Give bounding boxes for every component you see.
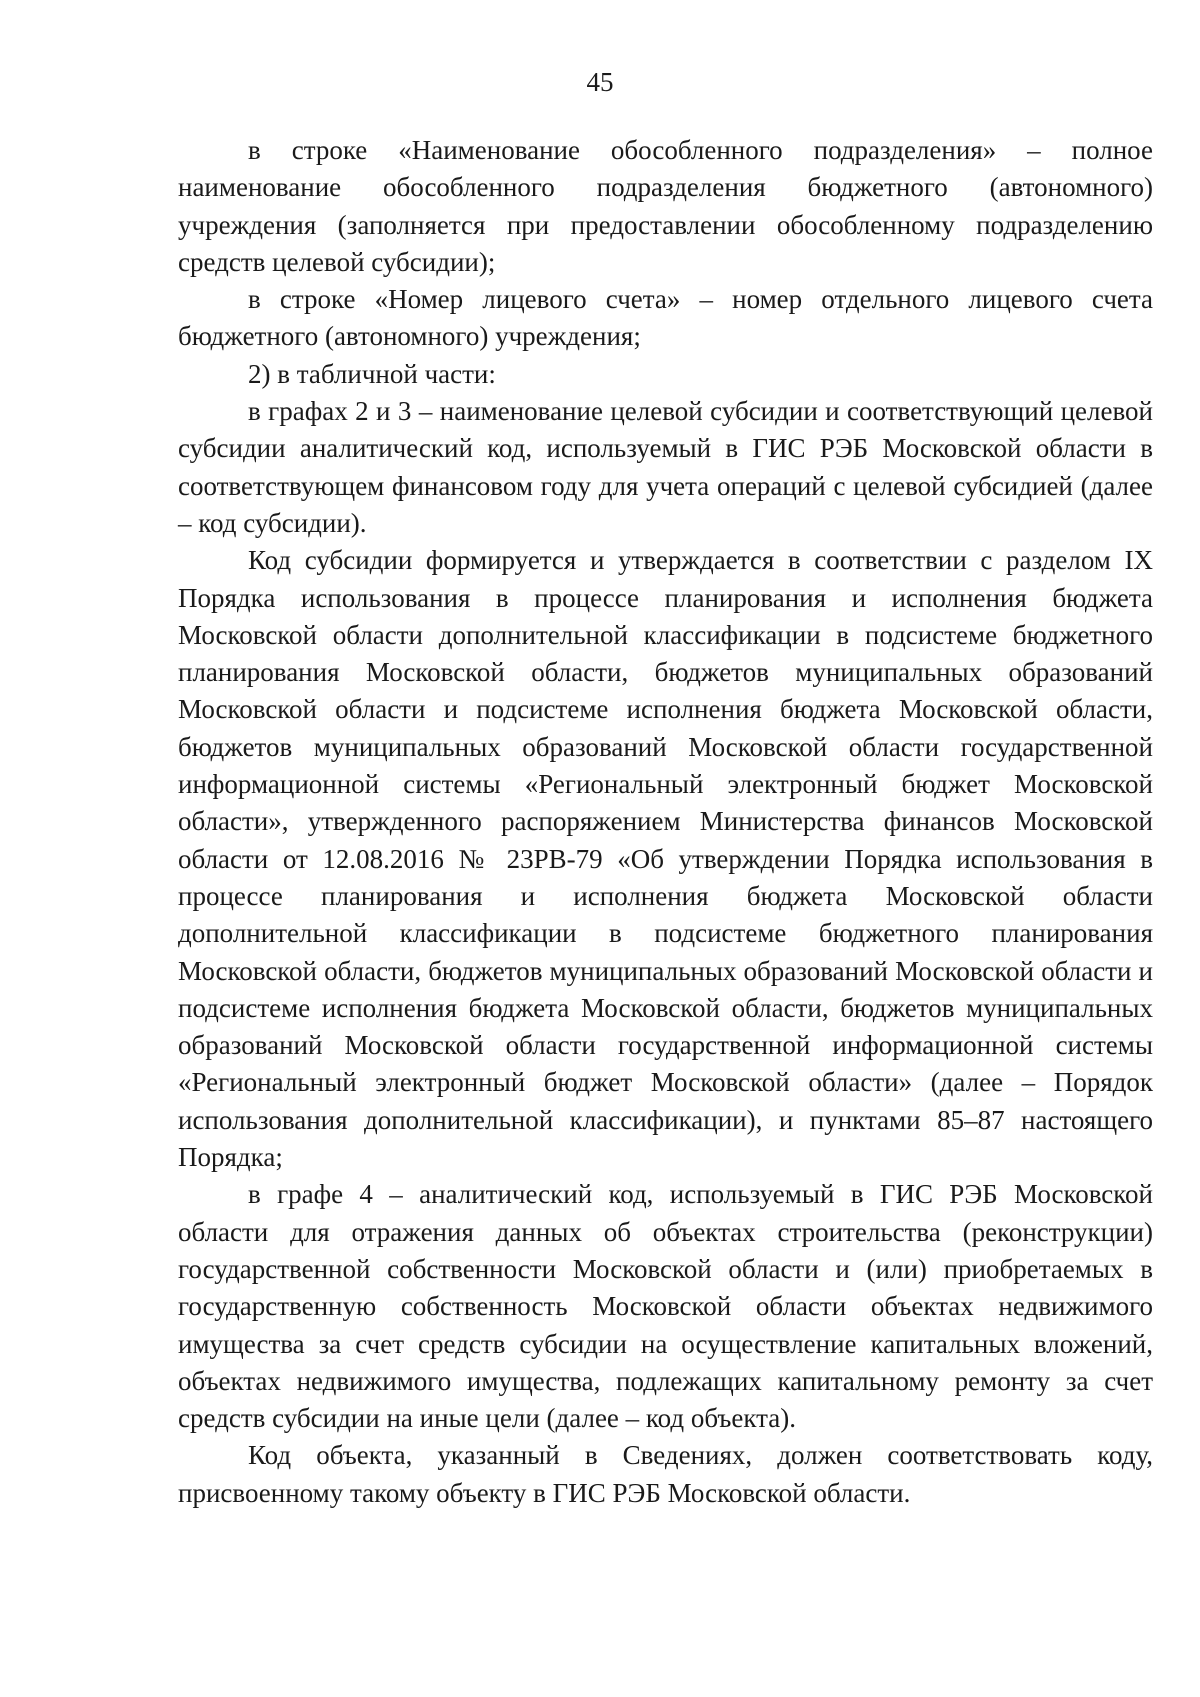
paragraph-table-section-heading: 2) в табличной части:	[248, 358, 496, 389]
paragraph-column-4: в графе 4 – аналитический код, используемый в ГИС РЭБ Московской области для отражения данных об объектах строительства (реконструкции) государственной собственности Московской области и (или) приобретаемых в государственную собственность Московской области объектах недвижимого имущества за счет средств субсидии на осуществление капитальных вложений, объектах недвижимого имущества, подлежащих капитальному ремонту за счет средств субсидии на иные цели (далее – код объекта).	[178, 1179, 1153, 1434]
paragraph-subsidy-code: Код субсидии формируется и утверждается в соответствии с разделом IX Порядка использования в процессе планирования и исполнения бюджета Московской области дополнительной классификации в подсистеме бюджетного планирования Московской области, бюджетов муниципальных образований Московской области и подсистеме исполнения бюджета Московской области, бюджетов муниципальных образований Московской области государственной информационной системы «Региональный электронный бюджет Московской области», утвержденного распоряжением Министерства финансов Московской области от 12.08.2016 № 23РВ-79 «Об утверждении Порядка использования в процессе планирования и исполнения бюджета Московской области дополнительной классификации в подсистеме бюджетного планирования Московской области, бюджетов муниципальных образований Московской области и подсистеме исполнения бюджета Московской области, бюджетов муниципальных образований Московской области государственной информационной системы «Региональный электронный бюджет Московской области» (далее – Порядок использования дополнительной классификации), и пунктами 85–87 настоящего Порядка;	[178, 545, 1153, 1173]
document-body	[178, 132, 1153, 1512]
paragraph-account-number: в строке «Номер лицевого счета» – номер отдельного лицевого счета бюджетного (автономного) учреждения;	[178, 284, 1153, 352]
paragraph-separate-unit-name: в строке «Наименование обособленного подразделения» – полное наименование обособленного подразделения бюджетного (автономного) учреждения (заполняется при предоставлении обособленному подразделению средств целевой субсидии);	[178, 135, 1153, 277]
page-number: 45	[586, 67, 614, 97]
paragraph-object-code: Код объекта, указанный в Сведениях, должен соответствовать коду, присвоенному такому объекту в ГИС РЭБ Московской области.	[178, 1440, 1153, 1508]
paragraph-columns-2-3: в графах 2 и 3 – наименование целевой субсидии и соответствующий целевой субсидии аналитический код, используемый в ГИС РЭБ Московской области в соответствующем финансовом году для учета операций с целевой субсидией (далее – код субсидии).	[178, 396, 1153, 538]
